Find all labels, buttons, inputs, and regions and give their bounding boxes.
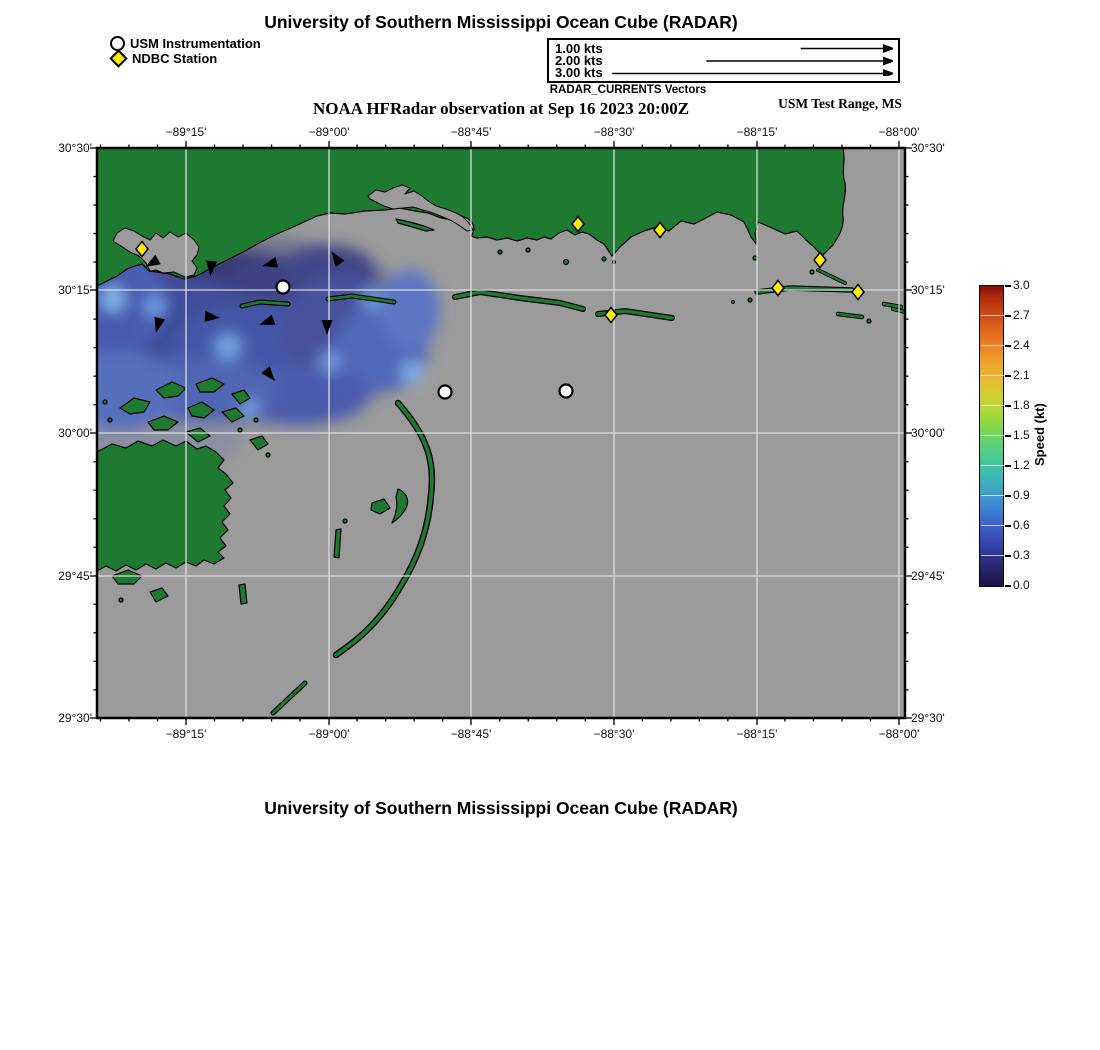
y-axis-label-left: 30°15': [58, 283, 92, 297]
footer-title: University of Southern Mississippi Ocean Cube (RADAR): [264, 798, 738, 818]
vector-scale-arrowhead: [883, 69, 893, 76]
x-axis-label-bottom: −88°30': [593, 727, 635, 741]
y-axis-label-right: 30°30': [911, 141, 945, 155]
colorbar-tickmark: [1005, 375, 1011, 377]
colorbar-tick-label: 1.8: [1013, 398, 1030, 412]
colorbar-tick-label: 0.3: [1013, 548, 1030, 562]
test-range-label: USM Test Range, MS: [778, 96, 902, 111]
vector-scale-arrowhead: [883, 57, 893, 66]
legend-item-usm: [110, 36, 261, 51]
colorbar-tickmark: [1005, 435, 1011, 437]
vector-scale-arrows: [549, 40, 893, 76]
observation-subtitle: NOAA HFRadar observation at Sep 16 2023 20:00Z: [312, 99, 690, 118]
colorbar-tick-label: 3.0: [1013, 278, 1030, 292]
colorbar-gridline: [981, 315, 1004, 316]
x-axis-label-top: −88°15': [736, 125, 778, 139]
colorbar-tick-label: 2.4: [1013, 338, 1030, 352]
vector-scale-2kt-label: 2.00 kts: [555, 53, 603, 68]
colorbar-tickmark: [1005, 525, 1011, 527]
land-marsh: [97, 440, 233, 571]
colorbar-tickmark: [1005, 315, 1011, 317]
colorbar-gridline: [981, 435, 1004, 436]
colorbar-gridline: [981, 375, 1004, 376]
x-axis-label-top: −88°30': [593, 125, 635, 139]
x-axis-label-top: −89°15': [165, 125, 207, 139]
colorbar-tickmark: [1005, 285, 1011, 287]
colorbar-tickmark: [1005, 585, 1011, 587]
y-axis-label-left: 29°30': [58, 711, 92, 725]
usm-instrument-marker: [277, 281, 290, 294]
colorbar-tickmark: [1005, 405, 1011, 407]
x-axis-label-top: −89°00': [308, 125, 350, 139]
colorbar-tick-label: 1.5: [1013, 428, 1030, 442]
colorbar-tick-label: 2.1: [1013, 368, 1030, 382]
colorbar-tick-label: 0.6: [1013, 518, 1030, 532]
vector-scale-1kt-label: 1.00 kts: [555, 41, 603, 56]
page-title: University of Southern Mississippi Ocean Cube (RADAR): [264, 12, 738, 32]
x-axis-label-bottom: −89°00': [308, 727, 350, 741]
legend-item-ndbc: [110, 51, 261, 66]
legend-label-ndbc: NDBC Station: [132, 51, 218, 66]
map-plot: [89, 140, 913, 726]
usm-instrument-marker: [560, 385, 573, 398]
vector-scale-arrowhead: [883, 44, 893, 53]
vector-scale-3kt-label: 3.00 kts: [555, 65, 603, 80]
x-axis-label-top: −88°45': [450, 125, 492, 139]
colorbar-tickmark: [1005, 465, 1011, 467]
speed-colorbar: [979, 285, 1004, 587]
y-axis-label-left: 29°45': [58, 569, 92, 583]
x-axis-label-bottom: −88°45': [450, 727, 492, 741]
colorbar-tick-label: 0.9: [1013, 488, 1030, 502]
y-axis-label-right: 30°15': [911, 283, 945, 297]
colorbar-gridline: [981, 525, 1004, 526]
y-axis-label-right: 29°45': [911, 569, 945, 583]
legend-label-usm: USM Instrumentation: [130, 36, 261, 51]
usm-instrument-marker: [439, 386, 452, 399]
y-axis-label-left: 30°30': [58, 141, 92, 155]
colorbar-tick-label: 1.2: [1013, 458, 1030, 472]
x-axis-label-bottom: −89°15': [165, 727, 207, 741]
x-axis-label-bottom: −88°15': [736, 727, 778, 741]
x-axis-label-top: −88°00': [878, 125, 920, 139]
colorbar-tickmark: [1005, 555, 1011, 557]
x-axis-label-bottom: −88°00': [878, 727, 920, 741]
colorbar-gridline: [981, 345, 1004, 346]
colorbar-tickmark: [1005, 345, 1011, 347]
colorbar-tickmark: [1005, 495, 1011, 497]
colorbar-tick-label: 2.7: [1013, 308, 1030, 322]
colorbar-gridline: [981, 495, 1004, 496]
colorbar-gridline: [981, 555, 1004, 556]
y-axis-label-right: 29°30': [911, 711, 945, 725]
colorbar-gridline: [981, 405, 1004, 406]
vector-scale-caption: RADAR_CURRENTS Vectors: [549, 84, 707, 96]
map-legend: [110, 36, 261, 66]
y-axis-label-left: 30°00': [58, 426, 92, 440]
colorbar-tick-label: 0.0: [1013, 578, 1030, 592]
diamond-icon: [109, 49, 127, 67]
y-axis-label-right: 30°00': [911, 426, 945, 440]
colorbar-title: Speed (kt): [1032, 403, 1047, 467]
colorbar-gridline: [981, 465, 1004, 466]
vector-scale-box: [547, 38, 900, 83]
